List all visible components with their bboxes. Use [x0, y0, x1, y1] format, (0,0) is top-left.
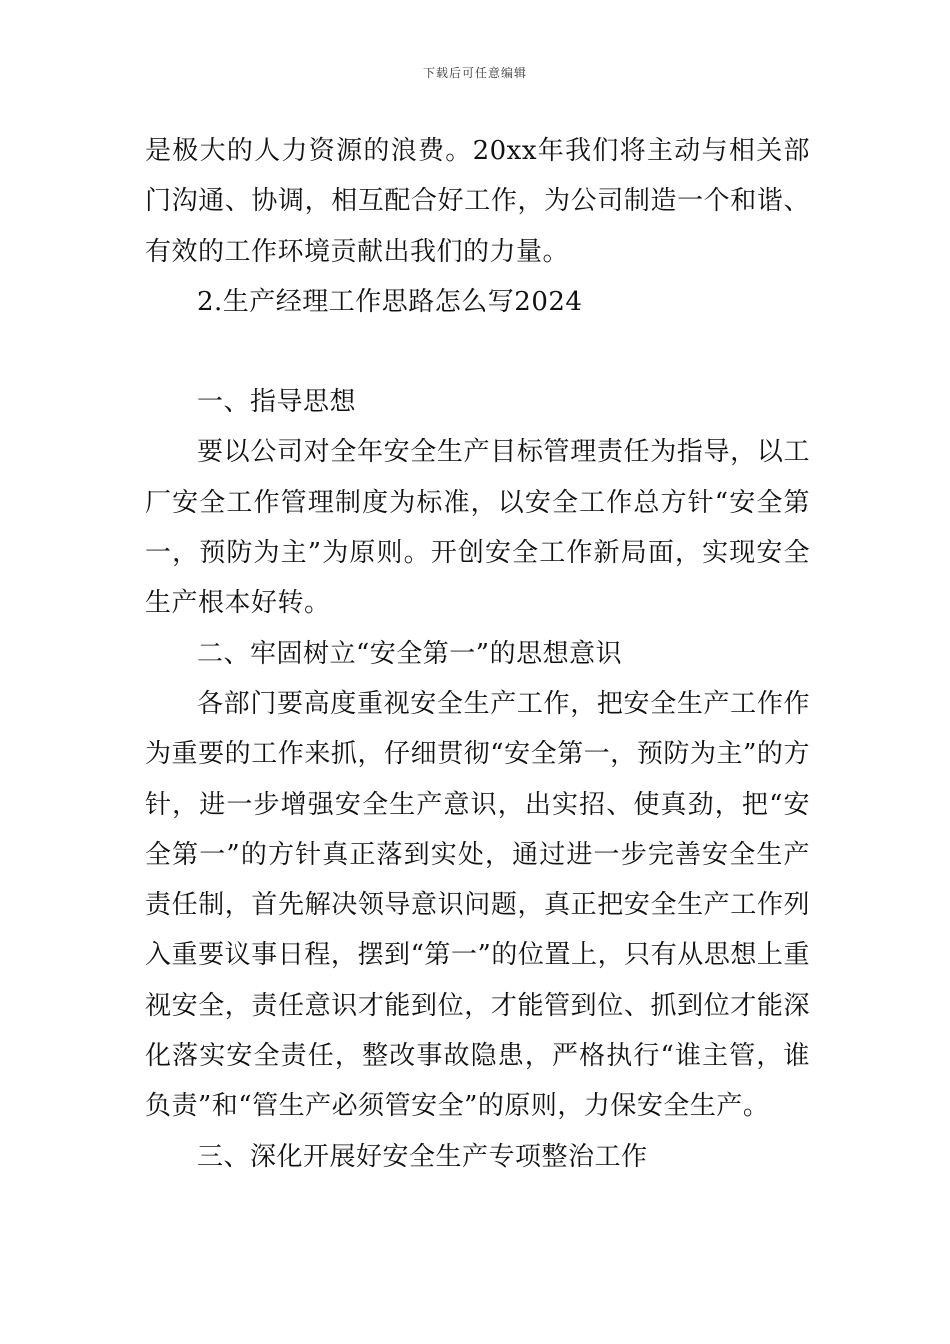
document-body [145, 126, 810, 1182]
heading-guiding-idea: 一、指导思想 [197, 387, 357, 418]
paragraph-guiding-idea: 要以公司对全年安全生产目标管理责任为指导，以工厂安全工作管理制度为标准，以安全工作总方针“安全第一，预防为主”为原则。开创安全工作新局面，实现安全生产根本好转。 [145, 437, 810, 619]
heading-safety-first: 二、牢固树立“安全第一”的思想意识 [197, 638, 623, 669]
paragraph-safety-first: 各部门要高度重视安全生产工作，把安全生产工作作为重要的工作来抓，仔细贯彻“安全第一，预防为主”的方针，进一步增强安全生产意识，出实招、使真劲，把“安全第一”的方针真正落到实处，通过进一步完善安全生产责任制，首先解决领导意识问题，真正把安全生产工作列入重要议事日程，摆到“第一”的位置上，只有从思想上重视安全，责任意识才能到位，才能管到位、抓到位才能深化落实安全责任，整改事故隐患，严格执行“谁主管，谁负责”和“管生产必须管安全”的原则，力保安全生产。 [145, 688, 810, 1122]
blank-line [145, 327, 810, 377]
heading-special-rectification: 三、深化开展好安全生产专项整治工作 [197, 1141, 648, 1172]
paragraph-continuation: 是极大的人力资源的浪费。20xx年我们将主动与相关部门沟通、协调，相互配合好工作，为公司制造一个和谐、有效的工作环境贡献出我们的力量。 [145, 136, 810, 267]
page-header-note: 下载后可任意编辑 [422, 66, 527, 80]
section-heading-2: 2.生产经理工作思路怎么写2024 [197, 286, 583, 317]
